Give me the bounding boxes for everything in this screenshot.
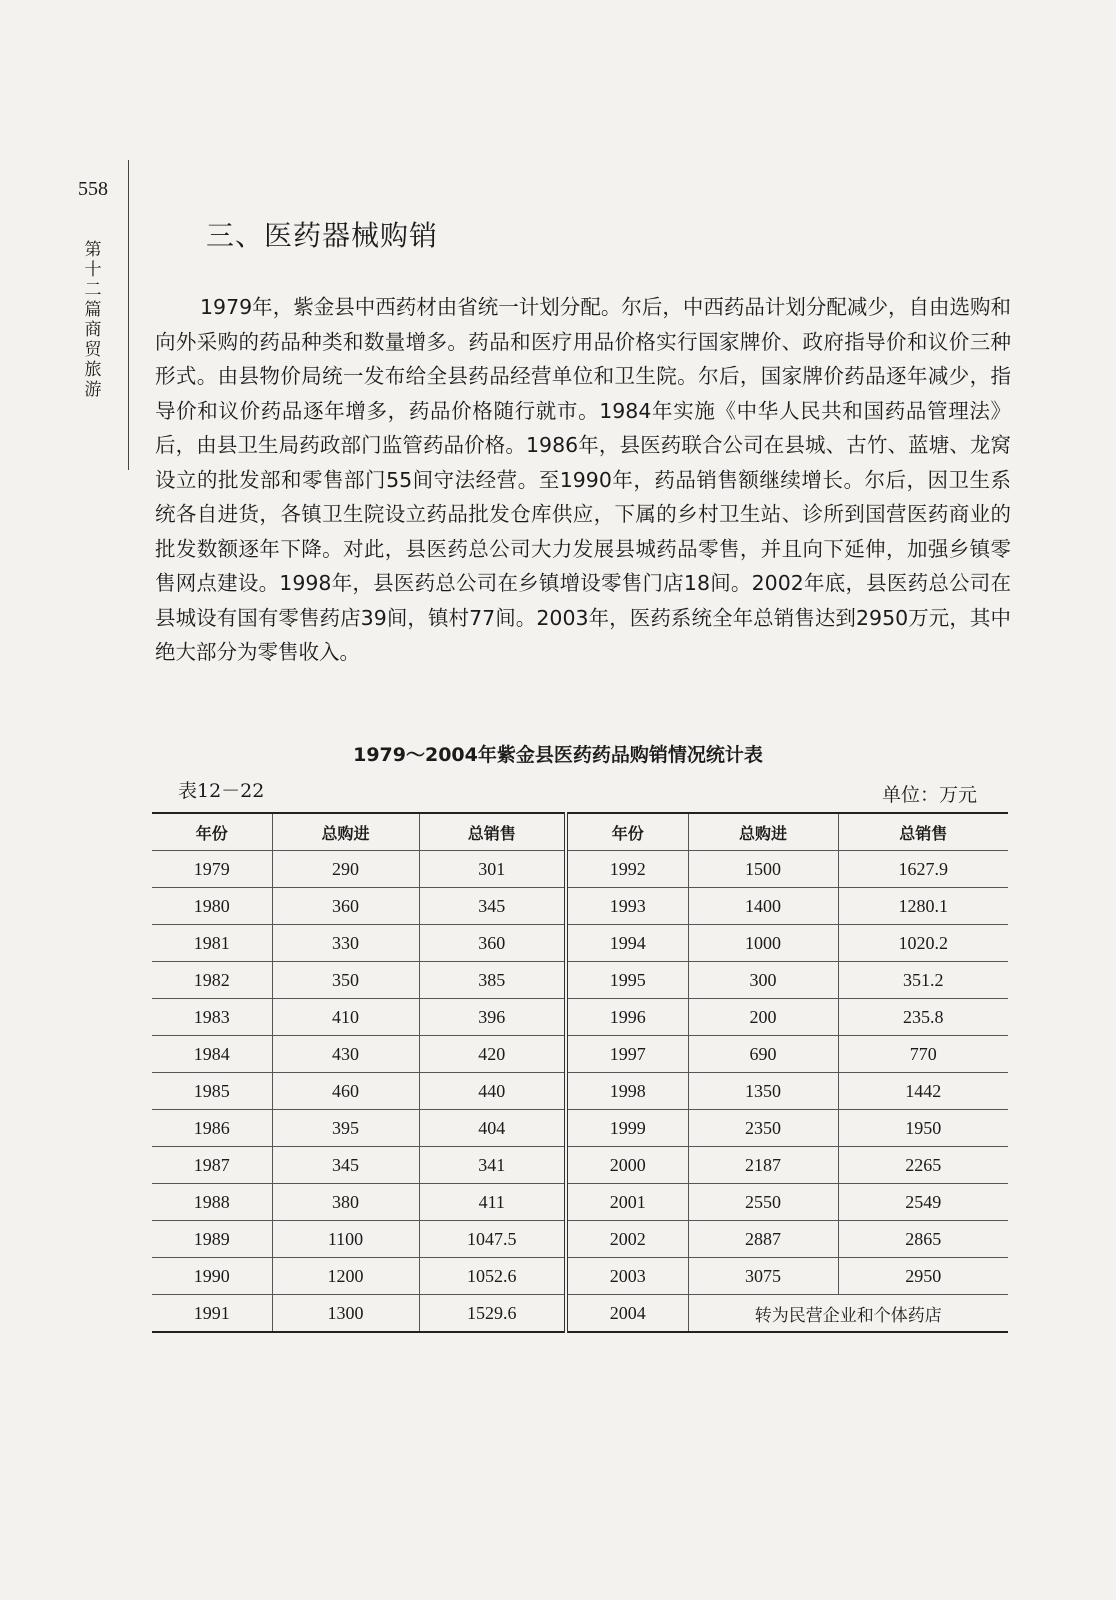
table-cell: 1981 bbox=[152, 925, 272, 962]
table-cell: 330 bbox=[272, 925, 419, 962]
table-cell: 351.2 bbox=[838, 962, 1008, 999]
table-cell: 350 bbox=[272, 962, 419, 999]
table-cell: 1400 bbox=[688, 888, 838, 925]
table-cell: 690 bbox=[688, 1036, 838, 1073]
table-cell: 1200 bbox=[272, 1258, 419, 1295]
table-row bbox=[152, 1073, 1008, 1110]
header-year: 年份 bbox=[152, 813, 272, 851]
table-number: 表12－22 bbox=[178, 780, 265, 802]
table-caption: 1979～2004年紫金县医药药品购销情况统计表 bbox=[353, 744, 763, 766]
header-total-sales: 总销售 bbox=[838, 813, 1008, 851]
table-cell: 1985 bbox=[152, 1073, 272, 1110]
table-cell: 2002 bbox=[566, 1221, 688, 1258]
table-cell: 410 bbox=[272, 999, 419, 1036]
table-cell: 395 bbox=[272, 1110, 419, 1147]
table-cell: 2265 bbox=[838, 1147, 1008, 1184]
table-cell: 301 bbox=[419, 851, 566, 888]
table-row bbox=[152, 999, 1008, 1036]
table-row bbox=[152, 888, 1008, 925]
table-cell: 380 bbox=[272, 1184, 419, 1221]
table-cell: 341 bbox=[419, 1147, 566, 1184]
page-number: 558 bbox=[78, 178, 108, 200]
table-cell: 2004 bbox=[566, 1295, 688, 1333]
table-cell: 420 bbox=[419, 1036, 566, 1073]
table-cell: 2350 bbox=[688, 1110, 838, 1147]
table-cell: 345 bbox=[272, 1147, 419, 1184]
table-note-cell: 转为民营企业和个体药店 bbox=[688, 1295, 1008, 1333]
table-cell: 2887 bbox=[688, 1221, 838, 1258]
table-cell: 404 bbox=[419, 1110, 566, 1147]
statistics-table bbox=[152, 812, 1008, 1333]
table-cell: 345 bbox=[419, 888, 566, 925]
table-cell: 1984 bbox=[152, 1036, 272, 1073]
table-cell: 1990 bbox=[152, 1258, 272, 1295]
table-row bbox=[152, 1036, 1008, 1073]
table-cell: 1987 bbox=[152, 1147, 272, 1184]
table-cell: 430 bbox=[272, 1036, 419, 1073]
table-cell: 1993 bbox=[566, 888, 688, 925]
table-header-row bbox=[152, 813, 1008, 851]
table-cell: 1529.6 bbox=[419, 1295, 566, 1333]
table-cell: 300 bbox=[688, 962, 838, 999]
table-cell: 440 bbox=[419, 1073, 566, 1110]
table-cell: 1982 bbox=[152, 962, 272, 999]
table-row bbox=[152, 1110, 1008, 1147]
header-year: 年份 bbox=[566, 813, 688, 851]
table-cell: 2549 bbox=[838, 1184, 1008, 1221]
table-cell: 2550 bbox=[688, 1184, 838, 1221]
table-cell: 1500 bbox=[688, 851, 838, 888]
table-cell: 1991 bbox=[152, 1295, 272, 1333]
chapter-side-label: 第十二篇 商贸 旅游 bbox=[84, 240, 102, 400]
table-cell: 235.8 bbox=[838, 999, 1008, 1036]
table-cell: 1997 bbox=[566, 1036, 688, 1073]
section-title: 三、医药器械购销 bbox=[206, 219, 439, 252]
table-cell: 411 bbox=[419, 1184, 566, 1221]
table-cell: 1983 bbox=[152, 999, 272, 1036]
table-cell: 1994 bbox=[566, 925, 688, 962]
table-cell: 1999 bbox=[566, 1110, 688, 1147]
table-cell: 1280.1 bbox=[838, 888, 1008, 925]
table-cell: 1300 bbox=[272, 1295, 419, 1333]
margin-rule bbox=[128, 160, 129, 470]
header-total-sales: 总销售 bbox=[419, 813, 566, 851]
table-cell: 1627.9 bbox=[838, 851, 1008, 888]
header-total-purchase: 总购进 bbox=[688, 813, 838, 851]
body-paragraph: 1979年，紫金县中西药材由省统一计划分配。尔后，中西药品计划分配减少，自由选购和向外采购的药品种类和数量增多。药品和医疗用品价格实行国家牌价、政府指导价和议价三种形式。由县物价局统一发布给全县药品经营单位和卫生院。尔后，国家牌价药品逐年减少，指导价和议价药品逐年增多，药品价格随行就市。1984年实施《中华人民共和国药品管理法》后，由县卫生局药政部门监管药品价格。1986年，县医药联合公司在县城、古竹、蓝塘、龙窝设立的批发部和零售部门55间守法经营。至1990年，药品销售额继续增长。尔后，因卫生系统各自进货，各镇卫生院设立药品批发仓库供应，下属的乡村卫生站、诊所到国营医药商业的批发数额逐年下降。对此，县医药总公司大力发展县城药品零售，并且向下延伸，加强乡镇零售网点建设。1998年，县医药总公司在乡镇增设零售门店18间。2002年底，县医药总公司在县城设有国有零售药店39间，镇村77间。2003年，医药系统全年总销售达到2950万元，其中绝大部分为零售收入。 bbox=[155, 295, 1011, 664]
header-total-purchase: 总购进 bbox=[272, 813, 419, 851]
table-cell: 460 bbox=[272, 1073, 419, 1110]
table-cell: 2950 bbox=[838, 1258, 1008, 1295]
table-cell: 1442 bbox=[838, 1073, 1008, 1110]
table-cell: 1980 bbox=[152, 888, 272, 925]
table-row bbox=[152, 1295, 1008, 1333]
table-cell: 2187 bbox=[688, 1147, 838, 1184]
table-cell: 770 bbox=[838, 1036, 1008, 1073]
table-cell: 2865 bbox=[838, 1221, 1008, 1258]
table-cell: 1100 bbox=[272, 1221, 419, 1258]
table-cell: 1998 bbox=[566, 1073, 688, 1110]
table-unit: 单位：万元 bbox=[882, 784, 978, 806]
table-cell: 290 bbox=[272, 851, 419, 888]
table-cell: 1979 bbox=[152, 851, 272, 888]
table-cell: 396 bbox=[419, 999, 566, 1036]
table-cell: 3075 bbox=[688, 1258, 838, 1295]
table-row bbox=[152, 925, 1008, 962]
table-cell: 1020.2 bbox=[838, 925, 1008, 962]
table-cell: 1988 bbox=[152, 1184, 272, 1221]
table-row bbox=[152, 962, 1008, 999]
table-cell: 360 bbox=[419, 925, 566, 962]
table-cell: 1995 bbox=[566, 962, 688, 999]
table-cell: 1989 bbox=[152, 1221, 272, 1258]
table-cell: 2003 bbox=[566, 1258, 688, 1295]
table-row bbox=[152, 1221, 1008, 1258]
table-cell: 1350 bbox=[688, 1073, 838, 1110]
table-cell: 1996 bbox=[566, 999, 688, 1036]
table-row bbox=[152, 1258, 1008, 1295]
table-row bbox=[152, 1147, 1008, 1184]
table-cell: 1052.6 bbox=[419, 1258, 566, 1295]
table-row bbox=[152, 851, 1008, 888]
table-cell: 360 bbox=[272, 888, 419, 925]
table-cell: 1992 bbox=[566, 851, 688, 888]
table-cell: 1047.5 bbox=[419, 1221, 566, 1258]
table-cell: 200 bbox=[688, 999, 838, 1036]
table-row bbox=[152, 1184, 1008, 1221]
table-cell: 385 bbox=[419, 962, 566, 999]
table-cell: 1986 bbox=[152, 1110, 272, 1147]
table-cell: 2000 bbox=[566, 1147, 688, 1184]
table-cell: 2001 bbox=[566, 1184, 688, 1221]
table-cell: 1000 bbox=[688, 925, 838, 962]
table-cell: 1950 bbox=[838, 1110, 1008, 1147]
